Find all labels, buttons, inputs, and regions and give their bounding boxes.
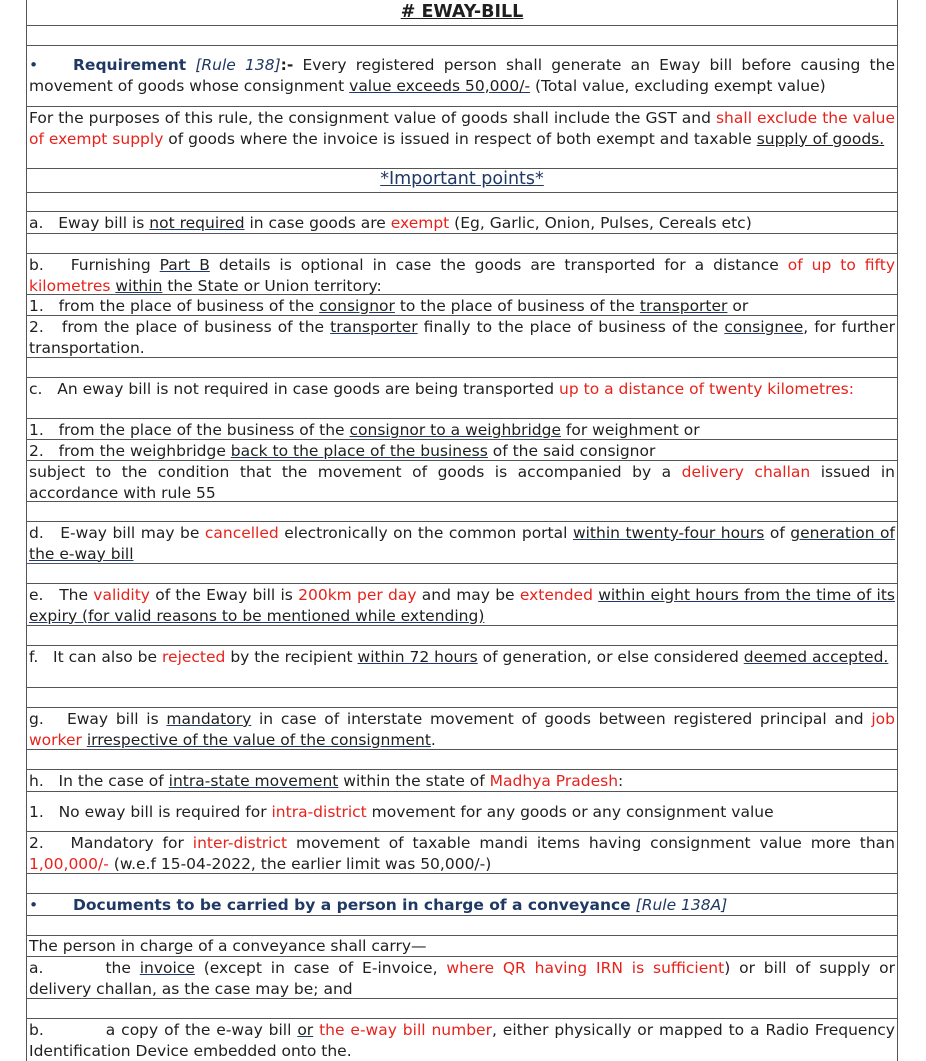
point-h-row[interactable]: h. In the case of intra-state movement within the state of Madhya Pradesh: bbox=[27, 769, 897, 791]
empty-row[interactable] bbox=[27, 357, 897, 377]
important-heading: *Important points* bbox=[380, 169, 544, 189]
empty-row[interactable] bbox=[27, 915, 897, 935]
rule-reference: [Rule 138A] bbox=[635, 896, 728, 914]
point-c-sub2-row[interactable]: 2. from the weighbridge back to the place of the business of the said consignor bbox=[27, 439, 897, 460]
point-f-row[interactable]: f. It can also be rejected by the recipient within 72 hours of generation, or else considered deemed accepted. bbox=[27, 645, 897, 687]
point-c-sub1-row[interactable]: 1. from the place of the business of the consignor to a weighbridge for weighment or bbox=[27, 418, 897, 439]
point-b-row[interactable]: b. Furnishing Part B details is optional in case the goods are transported for a distance of up to fifty kilometres within the State or Union territory: bbox=[27, 253, 897, 294]
important-heading-row[interactable] bbox=[27, 168, 897, 192]
documents-label: Documents to be carried by a person in charge of a conveyance bbox=[73, 896, 631, 914]
empty-row[interactable] bbox=[27, 501, 897, 521]
empty-row[interactable] bbox=[27, 749, 897, 769]
empty-row[interactable] bbox=[27, 687, 897, 707]
requirement-row[interactable]: • Requirement [Rule 138]:- Every registered person shall generate an Eway bill before causing the movement of goods whose consignment value exceeds 50,000/- (Total value, excluding exempt value) bbox=[27, 45, 897, 96]
purposes-row[interactable]: For the purposes of this rule, the consignment value of goods shall include the GST and shall exclude the value of exempt supply of goods where the invoice is issued in respect of both exempt and taxable supply of goods. bbox=[27, 106, 897, 168]
empty-row[interactable] bbox=[27, 625, 897, 645]
point-c-row[interactable]: c. An eway bill is not required in case goods are being transported up to a distance of twenty kilometres: bbox=[27, 377, 897, 418]
point-c-condition-row[interactable]: subject to the condition that the movement of goods is accompanied by a delivery challan issued in accordance with rule 55 bbox=[27, 460, 897, 501]
empty-row[interactable] bbox=[27, 25, 897, 45]
empty-row[interactable] bbox=[27, 998, 897, 1018]
documents-b-row[interactable]: b. a copy of the e-way bill or the e-way bill number, either physically or mapped to a Radio Frequency Identification Device embedded onto the. bbox=[27, 1018, 897, 1061]
page-title: # EWAY-BILL bbox=[400, 2, 524, 22]
empty-row[interactable] bbox=[27, 233, 897, 253]
spreadsheet-sheet bbox=[26, 0, 898, 1061]
bullet-icon: • bbox=[29, 56, 39, 74]
empty-row[interactable] bbox=[27, 563, 897, 583]
bullet-icon: • bbox=[29, 896, 39, 914]
documents-a-row[interactable]: a. the invoice (except in case of E-invoice, where QR having IRN is sufficient) or bill of supply or delivery challan, as the case may be; and bbox=[27, 956, 897, 998]
point-d-row[interactable]: d. E-way bill may be cancelled electronically on the common portal within twenty-four hours of generation of the e-way bill bbox=[27, 521, 897, 563]
point-g-row[interactable]: g. Eway bill is mandatory in case of interstate movement of goods between registered principal and job worker irrespective of the value of the consignment. bbox=[27, 707, 897, 749]
point-h-sub1-row[interactable]: 1. No eway bill is required for intra-district movement for any goods or any consignment value bbox=[27, 791, 897, 831]
documents-intro-row[interactable]: The person in charge of a conveyance shall carry— bbox=[27, 935, 897, 956]
value-threshold: value exceeds 50,000/- bbox=[349, 76, 531, 95]
title-row[interactable] bbox=[27, 0, 897, 25]
empty-row[interactable] bbox=[27, 873, 897, 893]
point-b-sub1-row[interactable]: 1. from the place of business of the consignor to the place of business of the transporter or bbox=[27, 294, 897, 315]
point-b-sub2-row[interactable]: 2. from the place of business of the transporter finally to the place of business of the consignee, for further transportation. bbox=[27, 315, 897, 357]
requirement-label: Requirement bbox=[73, 56, 187, 74]
point-e-row[interactable]: e. The validity of the Eway bill is 200km per day and may be extended within eight hours from the time of its expiry (for valid reasons to be mentioned while extending) bbox=[27, 583, 897, 625]
empty-row[interactable] bbox=[27, 192, 897, 211]
documents-row[interactable] bbox=[27, 893, 897, 915]
point-a-row[interactable]: a. Eway bill is not required in case goods are exempt (Eg, Garlic, Onion, Pulses, Cereals etc) bbox=[27, 211, 897, 233]
point-h-sub2-row[interactable]: 2. Mandatory for inter-district movement of taxable mandi items having consignment value more than 1,00,000/- (w.e.f 15-04-2022, the earlier limit was 50,000/-) bbox=[27, 831, 897, 873]
rule-reference: [Rule 138] bbox=[195, 56, 281, 74]
